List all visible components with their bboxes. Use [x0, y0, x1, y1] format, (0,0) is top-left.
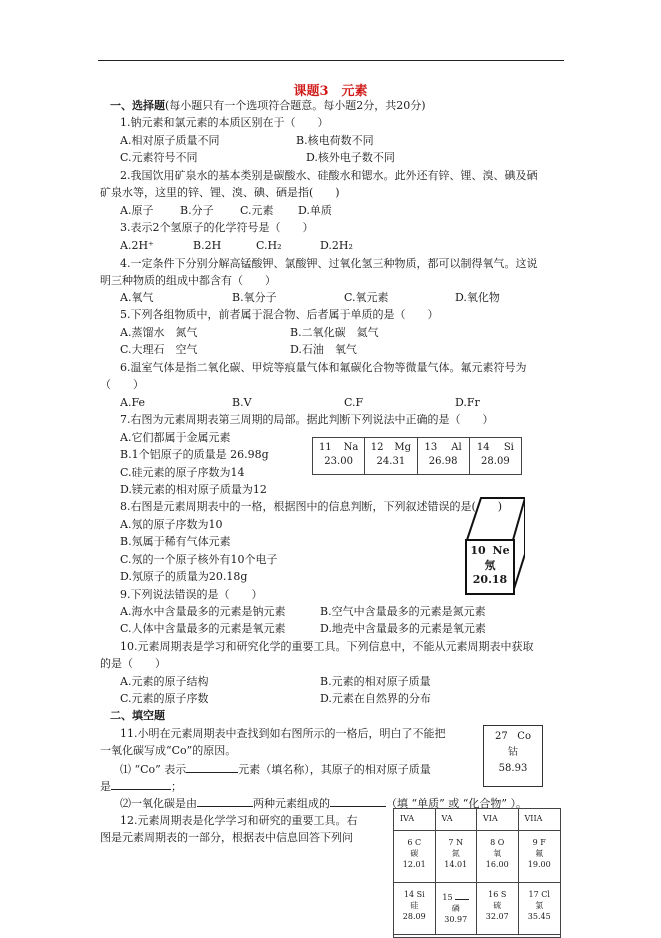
cell-number: 16: [488, 890, 499, 899]
q2-stem-2: 矿泉水等，这里的锌、锂、溴、碘、硒是指( ): [100, 186, 340, 199]
neon-symbol: Ne: [492, 544, 510, 557]
element-symbol: Si: [503, 442, 514, 453]
q5-stem: 5.下列各组物质中，前者属于混合物、后者属于单质的是（ ）: [120, 308, 439, 321]
q11-part1-text-b: 元素（填名称），其原子的相对原子质量: [238, 763, 431, 776]
grid-cell-si: [394, 883, 436, 935]
cobalt-element-cell: [483, 725, 543, 787]
cobalt-mass: 58.93: [498, 763, 528, 774]
q11-blank-atomic-mass[interactable]: [111, 779, 171, 790]
q9-option-c: C.人体中含量最多的元素是氧元素: [120, 622, 286, 635]
q1-stem: 1.钠元素和氯元素的本质区别在于（ ）: [120, 116, 329, 129]
section1-note: (每小题只有一个选项符合题意。每小题2分，共20分): [165, 99, 426, 112]
cell-number: 6: [407, 838, 413, 847]
q1-option-d: D.核外电子数不同: [306, 151, 395, 164]
cell-number: 7: [448, 838, 454, 847]
q5-option-a: A.蒸馏水 氮气: [120, 326, 198, 339]
cell-name: 氮: [451, 849, 460, 858]
q10-option-d: D.元素在自然界的分布: [320, 692, 431, 705]
cell-symbol: N: [456, 838, 464, 847]
q7-option-d: D.镁元素的相对原子质量为12: [120, 483, 267, 496]
neon-element-cube: [465, 496, 525, 596]
cell-symbol: Cl: [541, 890, 550, 899]
q11-blank-elements[interactable]: [197, 796, 253, 807]
element-mass: 28.09: [481, 456, 510, 467]
q11-stem-1: 11.小明在元素周期表中查找到如右图所示的一格后，明白了不能把: [120, 727, 446, 740]
element-cell-na: [313, 438, 365, 474]
q12-stem-1: 12.元素周期表是化学学习和研究的重要工具。右: [120, 814, 358, 827]
q11-part1-text-c: 是: [100, 780, 111, 793]
q4-stem-2: 明三种物质的组成中都含有（ ）: [100, 274, 276, 287]
grid-cell-o: [477, 831, 519, 883]
grid-cell-s: [477, 883, 519, 935]
element-number: 13: [424, 442, 438, 453]
element-cell-al: [418, 438, 470, 474]
element-cell-si: [470, 438, 521, 474]
cell-symbol: Si: [416, 890, 425, 899]
q9-stem: 9.下列说法错误的是（ ）: [120, 588, 263, 601]
cell-mass: 19.00: [527, 860, 551, 869]
q3-stem: 3.表示2个氢原子的化学符号是（ ）: [120, 221, 314, 234]
q11-blank-element-name[interactable]: [186, 762, 238, 773]
q12-stem-2: 图是元素周期表的一部分，根据表中信息回答下列问: [100, 831, 353, 844]
q3-option-b: B.2H: [193, 239, 222, 252]
neon-cell-front: [465, 539, 515, 595]
q1-option-c: C.元素符号不同: [120, 151, 198, 164]
element-mass: 26.98: [428, 456, 458, 467]
q11-part2-text-c: （填 “单质” 或 “化合物” ）。: [386, 797, 527, 810]
q10-stem-2: 的是（ ）: [100, 657, 166, 670]
cell-mass: 30.97: [444, 915, 468, 924]
cell-number: 8: [490, 838, 496, 847]
grid-cell-cl: [519, 883, 561, 935]
q10-option-a: A.元素的原子结构: [120, 675, 209, 688]
cell-symbol: S: [500, 890, 507, 899]
group-header: VIIA: [519, 809, 561, 831]
q11-part1-text-a: ⑴ “Co” 表示: [120, 763, 187, 776]
cell-name: 硅: [410, 901, 419, 910]
neon-mass: 20.18: [472, 573, 508, 586]
q11-stem-2: 一氧化碳写成“Co”的原因。: [100, 744, 237, 757]
q4-stem-1: 4.一定条件下分别分解高锰酸钾、氯酸钾、过氧化氢三种物质，都可以制得氧气。这说: [120, 257, 538, 270]
q10-option-b: B.元素的相对原子质量: [320, 675, 431, 688]
q11-part2-text-b: 两种元素组成的: [253, 797, 330, 810]
q8-option-c: C.氖的一个原子核外有10个电子: [120, 553, 278, 566]
cell-name: 氯: [535, 901, 544, 910]
cobalt-name: 钴: [508, 747, 518, 758]
element-mass: 23.00: [324, 456, 353, 467]
q4-option-d: D.氧化物: [455, 291, 500, 304]
q3-option-d: D.2H₂: [320, 239, 353, 252]
cell-name: 碳: [410, 849, 419, 858]
grid-cell-p: [436, 883, 478, 935]
group-header: VA: [436, 809, 478, 831]
q6-option-a: A.Fe: [120, 396, 145, 409]
q11-part1-line: [120, 762, 431, 777]
q9-option-a: A.海水中含量最多的元素是钠元素: [120, 605, 286, 618]
cell-mass: 14.01: [444, 860, 468, 869]
cell-symbol: F: [540, 838, 546, 847]
q2-option-b: B.分子: [180, 204, 214, 217]
cell-blank-symbol[interactable]: [455, 889, 469, 900]
cell-name: 氧: [493, 849, 502, 858]
q2-option-c: C.元素: [240, 204, 274, 217]
q4-option-c: C.氧元素: [344, 291, 389, 304]
element-number: 12: [370, 442, 384, 453]
q9-option-d: D.地壳中含量最多的元素是氧元素: [320, 622, 486, 635]
cell-mass: 28.09: [402, 912, 426, 921]
q11-part1-line-2: [100, 779, 182, 794]
cell-name: 硫: [493, 901, 502, 910]
cell-name: 氟: [535, 849, 544, 858]
element-number: 11: [318, 442, 332, 453]
section1-heading-line: [110, 99, 426, 113]
q6-stem-1: 6.温室气体是指二氧化碳、甲烷等痕量气体和氟碳化合物等微量气体。氟元素符号为: [120, 361, 527, 374]
q6-option-c: C.F: [344, 396, 364, 409]
q8-option-b: B.氖属于稀有气体元素: [120, 535, 231, 548]
cell-number: 15: [442, 893, 453, 902]
q10-stem-1: 10.元素周期表是学习和研究化学的重要工具。下列信息中，不能从元素周期表中获取: [120, 640, 534, 653]
cell-mass: 16.00: [485, 860, 509, 869]
q11-blank-substance-type[interactable]: [330, 796, 386, 807]
q5-option-d: D.石油 氧气: [290, 343, 357, 356]
periodic-grid: [393, 808, 561, 938]
q6-option-d: D.Fr: [455, 396, 480, 409]
element-mass: 24.31: [376, 456, 406, 467]
q8-option-a: A.氖的原子序数为10: [120, 518, 223, 531]
element-number: 14: [476, 442, 490, 453]
q6-stem-2: （ ）: [100, 378, 144, 391]
cell-number: 14: [403, 890, 415, 899]
q7-stem: 7.右图为元素周期表第三周期的局部。据此判断下列说法中正确的是（ ）: [120, 413, 494, 426]
element-cell-mg: [365, 438, 417, 474]
cell-symbol: C: [415, 838, 422, 847]
q6-option-b: B.V: [232, 396, 252, 409]
cell-mass: 35.45: [527, 912, 551, 921]
q7-option-c: C.硅元素的原子序数为14: [120, 466, 245, 479]
period3-table: [312, 437, 522, 475]
q7-option-b: B.1个铝原子的质量是 26.98g: [120, 448, 269, 461]
q1-option-a: A.相对原子质量不同: [120, 134, 220, 147]
q7-option-a: A.它们都属于金属元素: [120, 431, 231, 444]
cell-name: 磷: [451, 904, 460, 913]
q5-option-b: B.二氧化碳 氦气: [290, 326, 379, 339]
cobalt-symbol: Co: [517, 731, 531, 742]
section1-heading: 一、选择题: [110, 99, 165, 112]
q10-option-c: C.元素的原子序数: [120, 692, 209, 705]
group-header: IVA: [394, 809, 436, 831]
q11-part1-text-d: ；: [171, 780, 182, 793]
cell-number: 9: [532, 838, 538, 847]
q3-option-c: C.H₂: [256, 239, 282, 252]
q9-option-b: B.空气中含量最多的元素是氮元素: [320, 605, 486, 618]
cell-mass: 32.07: [485, 912, 509, 921]
q3-option-a: A.2H⁺: [120, 239, 154, 252]
neon-name: 氖: [484, 559, 496, 572]
cobalt-number: 27: [495, 731, 508, 742]
grid-cell-f: [519, 831, 561, 883]
cell-number: 17: [528, 890, 539, 899]
q1-option-b: B.核电荷数不同: [296, 134, 374, 147]
group-header: VIA: [477, 809, 519, 831]
q5-option-c: C.大理石 空气: [120, 343, 198, 356]
q2-option-a: A.原子: [120, 204, 154, 217]
element-symbol: Na: [343, 442, 359, 453]
page-title: 课题3 元素: [293, 84, 368, 99]
section2-heading: 二、填空题: [110, 709, 165, 722]
top-rule: [98, 60, 564, 61]
q4-option-b: B.氧分子: [232, 291, 277, 304]
q8-stem: 8.右图是元素周期表中的一格，根据图中的信息判断，下列叙述错误的是( ): [120, 500, 503, 513]
q2-stem-1: 2.我国饮用矿泉水的基本类别是碳酸水、硅酸水和锶水。此外还有锌、锂、溴、碘及硒: [120, 169, 538, 182]
cell-symbol: O: [497, 838, 505, 847]
q8-option-d: D.氖原子的质量为20.18g: [120, 570, 248, 583]
q4-option-a: A.氧气: [120, 291, 154, 304]
element-symbol: Mg: [394, 442, 412, 453]
q2-option-d: D.单质: [298, 204, 332, 217]
grid-cell-n: [436, 831, 478, 883]
neon-number: 10: [470, 544, 486, 557]
element-symbol: Al: [451, 442, 462, 453]
grid-cell-c: [394, 831, 436, 883]
q11-part2-text-a: ⑵一氧化碳是由: [120, 797, 197, 810]
cell-mass: 12.01: [402, 860, 426, 869]
